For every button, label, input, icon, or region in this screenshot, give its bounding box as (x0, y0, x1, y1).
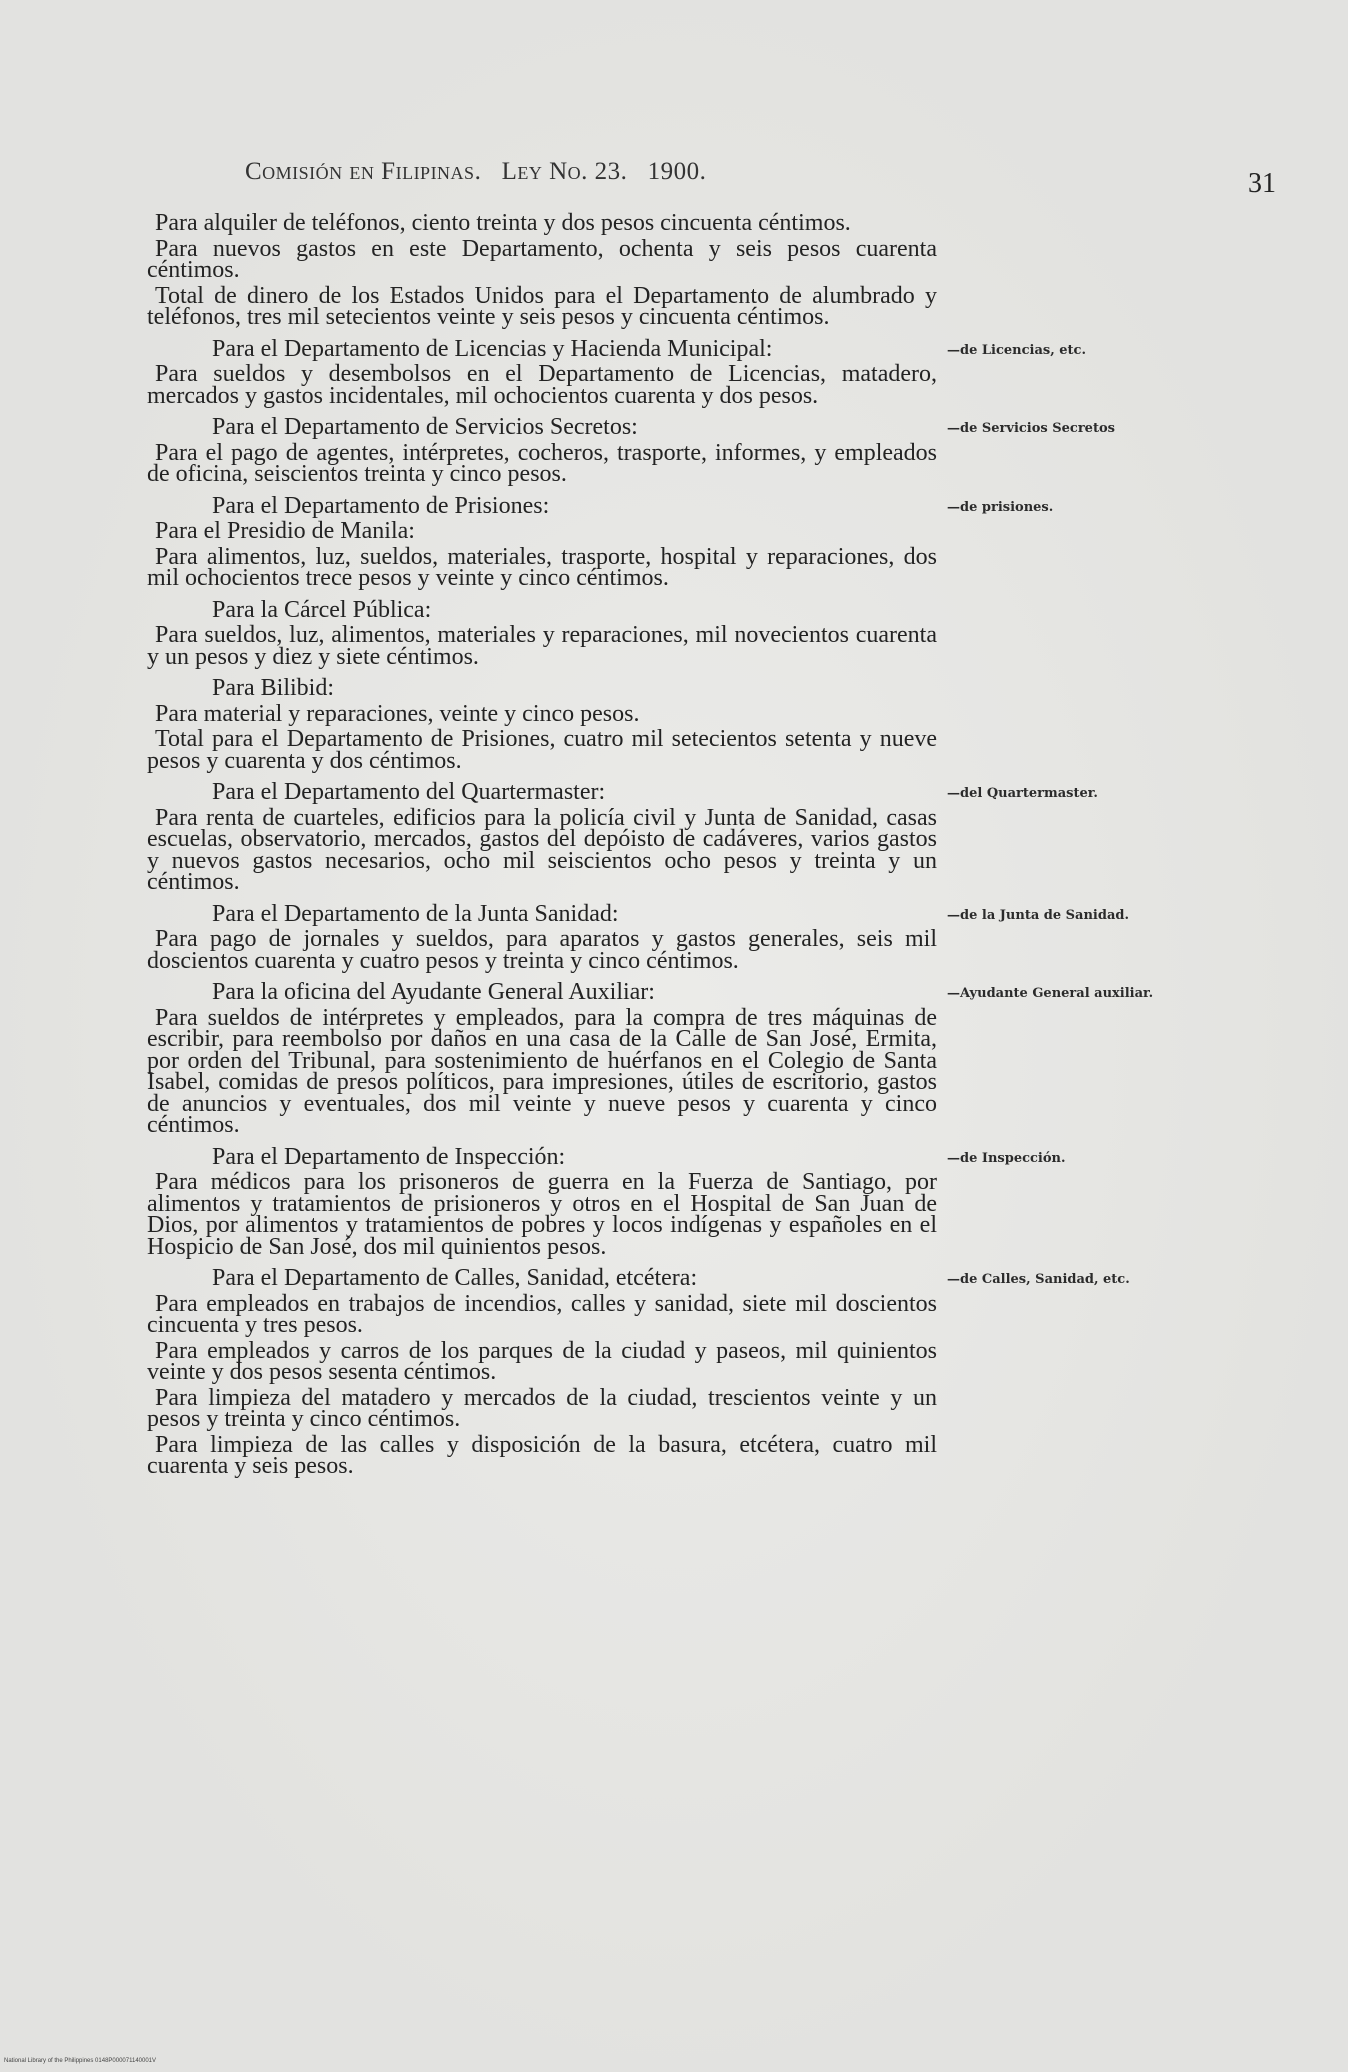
law-number: Ley No. 23. (501, 158, 628, 185)
margin-note: —de Licencias, etc. (947, 342, 1086, 358)
paragraph-text: Para material y reparaciones, veinte y cinco pesos. (155, 700, 640, 727)
paragraph-text: Para empleados en trabajos de incendios, calles y sanidad, siete mil doscientos cincuenta y tres pesos. (147, 1290, 937, 1338)
section-heading (147, 492, 1054, 519)
section-heading (147, 596, 937, 623)
paragraph-text: Para limpieza del matadero y mercados de la ciudad, trescientos veinte y un pesos y treinta y cinco céntimos. (147, 1384, 937, 1432)
section-heading-text: Para el Departamento de Licencias y Hacienda Municipal: (212, 335, 773, 362)
paragraph (147, 235, 937, 283)
paragraph (147, 282, 937, 330)
paragraph-text: Para el pago de agentes, intérpretes, cocheros, trasporte, informes, y empleados de oficina, seiscientos treinta y cinco pesos. (147, 439, 937, 487)
margin-note: —de la Junta de Sanidad. (947, 907, 1129, 923)
paragraph (147, 726, 937, 774)
section-heading (147, 1143, 1066, 1170)
margin-note: —de Inspección. (947, 1150, 1066, 1166)
year: 1900. (647, 158, 707, 185)
paragraph-text: Para nuevos gastos en este Departamento, ochenta y seis pesos cuarenta céntimos. (147, 235, 937, 283)
paragraph (147, 1004, 937, 1138)
footer-caption: National Library of the Philippines 0148P000071140001V (4, 2058, 157, 2064)
running-header (245, 158, 825, 186)
section-heading (147, 1265, 1130, 1291)
paragraph (147, 926, 937, 974)
section-heading-text: Para Bilibid: (212, 675, 334, 701)
paragraph (147, 622, 937, 670)
section-heading (147, 675, 937, 701)
paragraph-text: Para alimentos, luz, sueldos, materiales, trasporte, hospital y reparaciones, dos mil ochocientos trece pesos y veinte y cinco céntimos. (147, 543, 937, 591)
section-heading (147, 414, 1115, 440)
margin-note: —de prisiones. (947, 499, 1054, 515)
paragraph-text: Para sueldos, luz, alimentos, materiales y reparaciones, mil novecientos cuarenta y un pesos y diez y siete céntimos. (147, 622, 937, 670)
margin-note: —de Calles, Sanidad, etc. (947, 1272, 1130, 1287)
running-title: Comisión en Filipinas. (245, 158, 482, 185)
section-heading (147, 335, 1086, 362)
paragraph (147, 700, 937, 727)
paragraph (147, 439, 937, 487)
section-heading-text: Para el Departamento de Inspección: (212, 1143, 566, 1170)
paragraph-text: Para médicos para los prisoneros de guerra en la Fuerza de Santiago, por alimentos y tratamientos de prisioneros y otros en el Hospital de San Juan de Dios, por alimentos y tratamientos de pobres y locos indígenas y españoles en el Hospicio de San José, dos mil quinientos pesos. (147, 1169, 937, 1260)
paragraph-text: Para alquiler de teléfonos, ciento treinta y dos pesos cincuenta céntimos. (155, 210, 851, 236)
paragraph (147, 1384, 937, 1432)
paragraph (147, 210, 937, 236)
paragraph-text: Para empleados y carros de los parques de la ciudad y paseos, mil quinientos veinte y dos pesos sesenta céntimos. (147, 1337, 937, 1385)
section-heading-text: Para la oficina del Ayudante General Auxiliar: (212, 979, 655, 1005)
section-heading-text: Para el Departamento de Calles, Sanidad, etcétera: (212, 1265, 698, 1291)
paragraph (147, 543, 937, 591)
paragraph-text: Para pago de jornales y sueldos, para aparatos y gastos generales, seis mil doscientos cuarenta y cuatro pesos y treinta y cinco céntimos. (147, 926, 937, 974)
section-heading-text: Para el Departamento del Quartermaster: (212, 779, 606, 805)
margin-note: —Ayudante General auxiliar. (947, 986, 1154, 1001)
paragraph-text: Para sueldos de intérpretes y empleados, para la compra de tres máquinas de escribir, para reembolso por daños en una casa de la Calle de San José, Ermita, por orden del Tribunal, para sostenimiento de huérfanos en el Colegio de Santa Isabel, comidas de presos políticos, para impresiones, útiles de escritorio, gastos de anuncios y eventuales, dos mil veinte y nueve pesos y cuarenta y cinco céntimos. (147, 1004, 937, 1138)
paragraph-text: Total para el Departamento de Prisiones, cuatro mil setecientos setenta y nueve pesos y cuarenta y dos céntimos. (147, 726, 937, 774)
paragraph (147, 804, 937, 895)
section-heading-text: Para el Departamento de Servicios Secretos: (212, 414, 638, 440)
paragraph-text: Para sueldos y desembolsos en el Departamento de Licencias, matadero, mercados y gastos incidentales, mil ochocientos cuarenta y dos pesos. (147, 361, 937, 409)
section-heading (147, 779, 1098, 805)
paragraph (147, 1337, 937, 1385)
page-number: 31 (1248, 168, 1276, 199)
section-heading (147, 979, 1154, 1005)
paragraph-text: Para limpieza de las calles y disposición de la basura, etcétera, cuatro mil cuarenta y seis pesos. (147, 1431, 937, 1479)
margin-note: —del Quartermaster. (947, 786, 1098, 801)
paragraph (147, 1169, 937, 1260)
paragraph-text: Para renta de cuarteles, edificios para la policía civil y Junta de Sanidad, casas escuelas, observatorio, mercados, gastos del depóisto de cadáveres, varios gastos y nuevos gastos necesarios, ocho mil seiscientos ocho pesos y treinta y un céntimos. (147, 804, 937, 895)
paragraph (147, 1431, 937, 1479)
section-heading-text: Para el Departamento de Prisiones: (212, 492, 550, 519)
section-heading (147, 900, 1129, 927)
paragraph-text: Total de dinero de los Estados Unidos para el Departamento de alumbrado y teléfonos, tres mil setecientos veinte y seis pesos y cincuenta céntimos. (147, 282, 937, 330)
paragraph (147, 518, 937, 544)
paragraph-text: Para el Presidio de Manila: (155, 518, 415, 544)
section-heading-text: Para la Cárcel Pública: (212, 596, 432, 623)
margin-note: —de Servicios Secretos (947, 421, 1115, 436)
paragraph (147, 1290, 937, 1338)
section-heading-text: Para el Departamento de la Junta Sanidad: (212, 900, 619, 927)
paragraph (147, 361, 937, 409)
body-text (147, 210, 1154, 1482)
